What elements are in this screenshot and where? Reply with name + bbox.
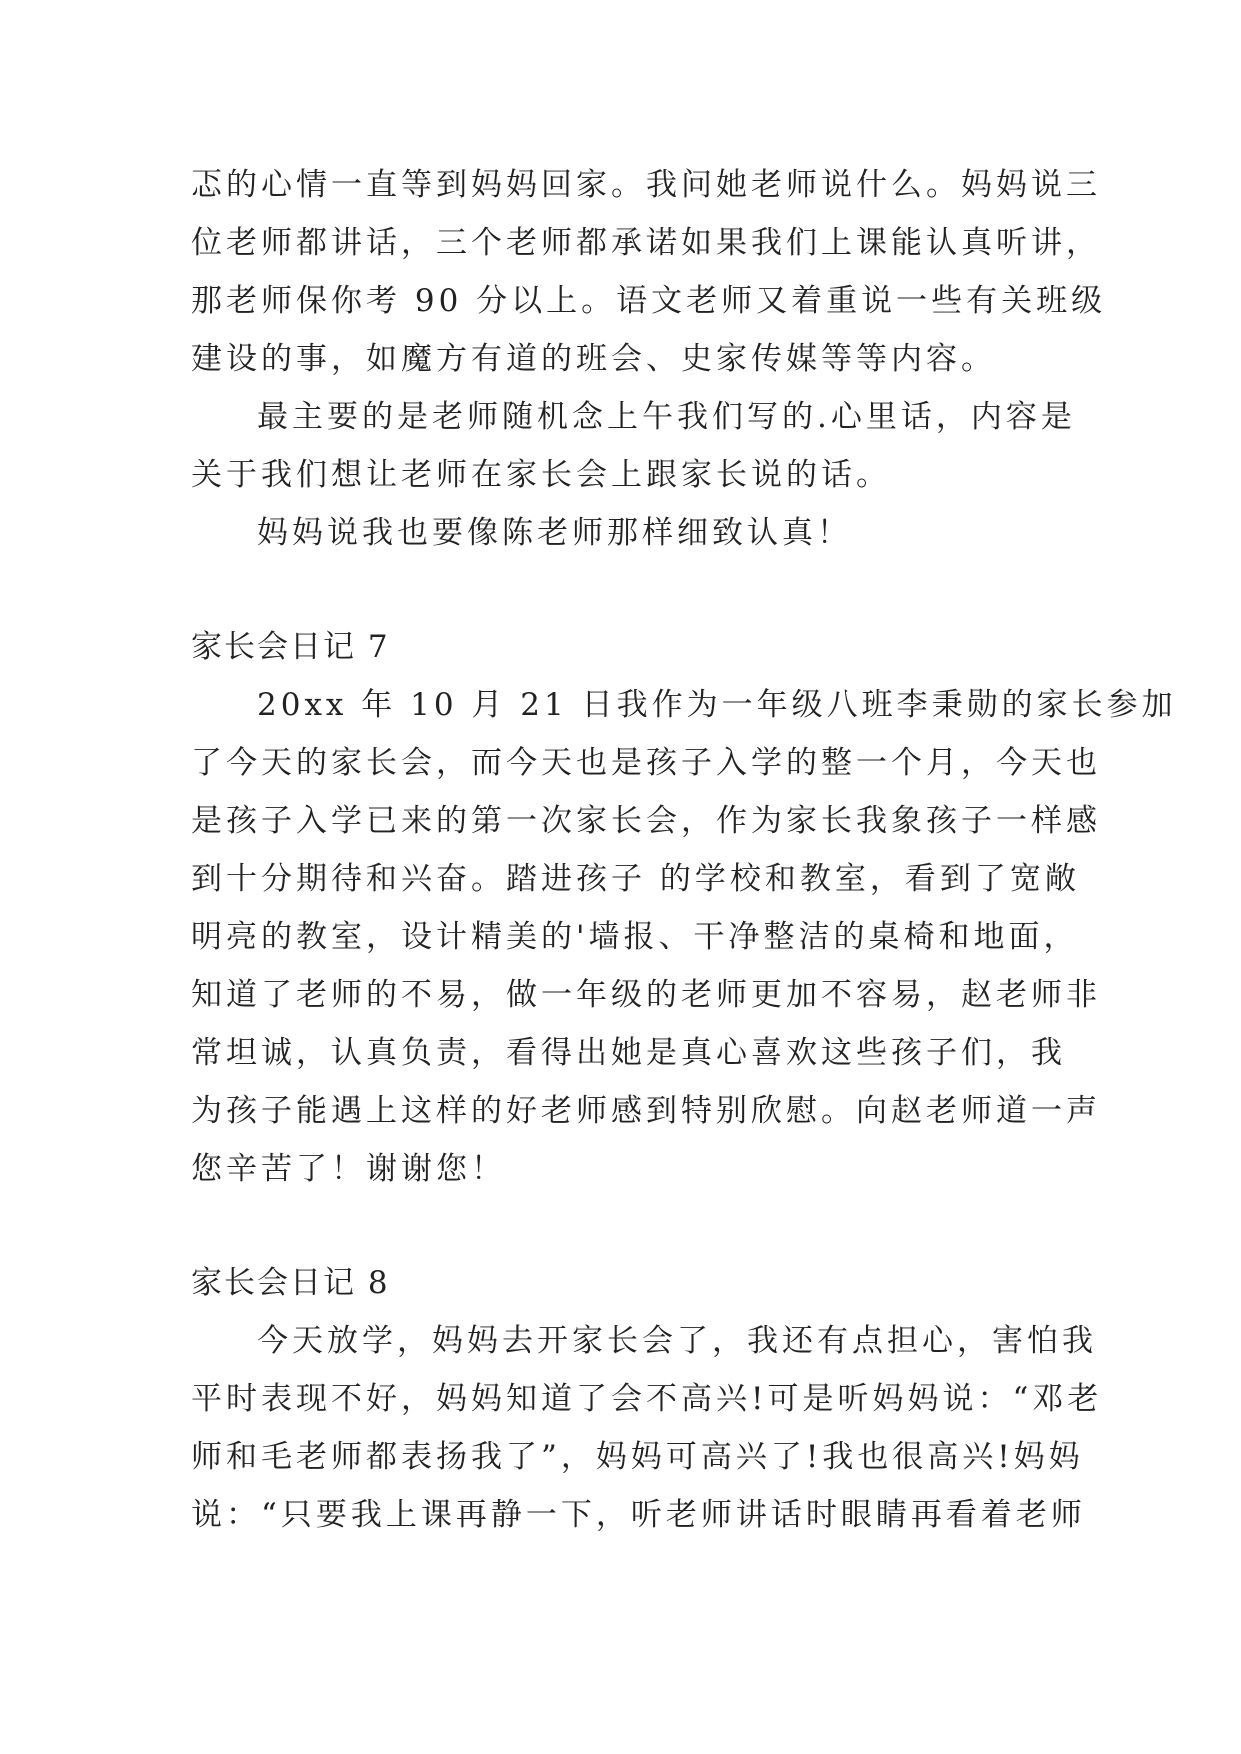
text-line: 到十分期待和兴奋。踏进孩子 的学校和教室，看到了宽敞 <box>191 861 1080 897</box>
paragraph <box>191 156 1107 388</box>
paragraph <box>191 388 1076 504</box>
section-title: 家长会日记 7 <box>191 629 390 665</box>
text-line: 最主要的是老师随机念上午我们写的.心里话，内容是 <box>257 399 1076 435</box>
text-line: 关于我们想让老师在家长会上跟家长说的话。 <box>191 457 891 493</box>
text-line: 建设的事，如魔方有道的班会、史家传媒等等内容。 <box>191 341 996 377</box>
paragraph <box>191 1312 1103 1544</box>
document-body <box>191 156 1177 1544</box>
text-line: 平时表现不好，妈妈知道了会不高兴!可是听妈妈说：“邓老 <box>191 1381 1103 1417</box>
section-title: 家长会日记 8 <box>191 1265 390 1301</box>
text-line: 忑的心情一直等到妈妈回家。我问她老师说什么。妈妈说三 <box>191 167 1101 203</box>
section-intro <box>191 156 1107 562</box>
text-line: 今天放学，妈妈去开家长会了，我还有点担心，害怕我 <box>257 1323 1097 1359</box>
text-line: 20xx 年 10 月 21 日我作为一年级八班李秉勋的家长参加 <box>257 687 1177 723</box>
text-line: 为孩子能遇上这样的好老师感到特别欣慰。向赵老师道一声 <box>191 1093 1101 1129</box>
paragraph <box>191 504 1061 562</box>
text-line: 常坦诚，认真负责，看得出她是真心喜欢这些孩子们，我 <box>191 1035 1066 1071</box>
text-line: 您辛苦了！谢谢您！ <box>191 1151 506 1187</box>
section-diary-8 <box>191 1254 1103 1544</box>
paragraph <box>191 676 1177 1198</box>
text-line: 说：“只要我上课再静一下，听老师讲话时眼睛再看着老师 <box>191 1497 1086 1533</box>
text-line: 是孩子入学已来的第一次家长会，作为家长我象孩子一样感 <box>191 803 1101 839</box>
text-line: 师和毛老师都表扬我了”，妈妈可高兴了!我也很高兴!妈妈 <box>191 1439 1084 1475</box>
section-diary-7 <box>191 618 1177 1198</box>
text-line: 了今天的家长会，而今天也是孩子入学的整一个月，今天也 <box>191 745 1101 781</box>
text-line: 那老师保你考 90 分以上。语文老师又着重说一些有关班级 <box>191 283 1107 319</box>
text-line: 妈妈说我也要像陈老师那样细致认真！ <box>257 515 852 551</box>
text-line: 知道了老师的不易，做一年级的老师更加不容易，赵老师非 <box>191 977 1101 1013</box>
text-line: 位老师都讲话，三个老师都承诺如果我们上课能认真听讲， <box>191 225 1101 261</box>
text-line: 明亮的教室，设计精美的'墙报、干净整洁的桌椅和地面， <box>191 919 1079 955</box>
